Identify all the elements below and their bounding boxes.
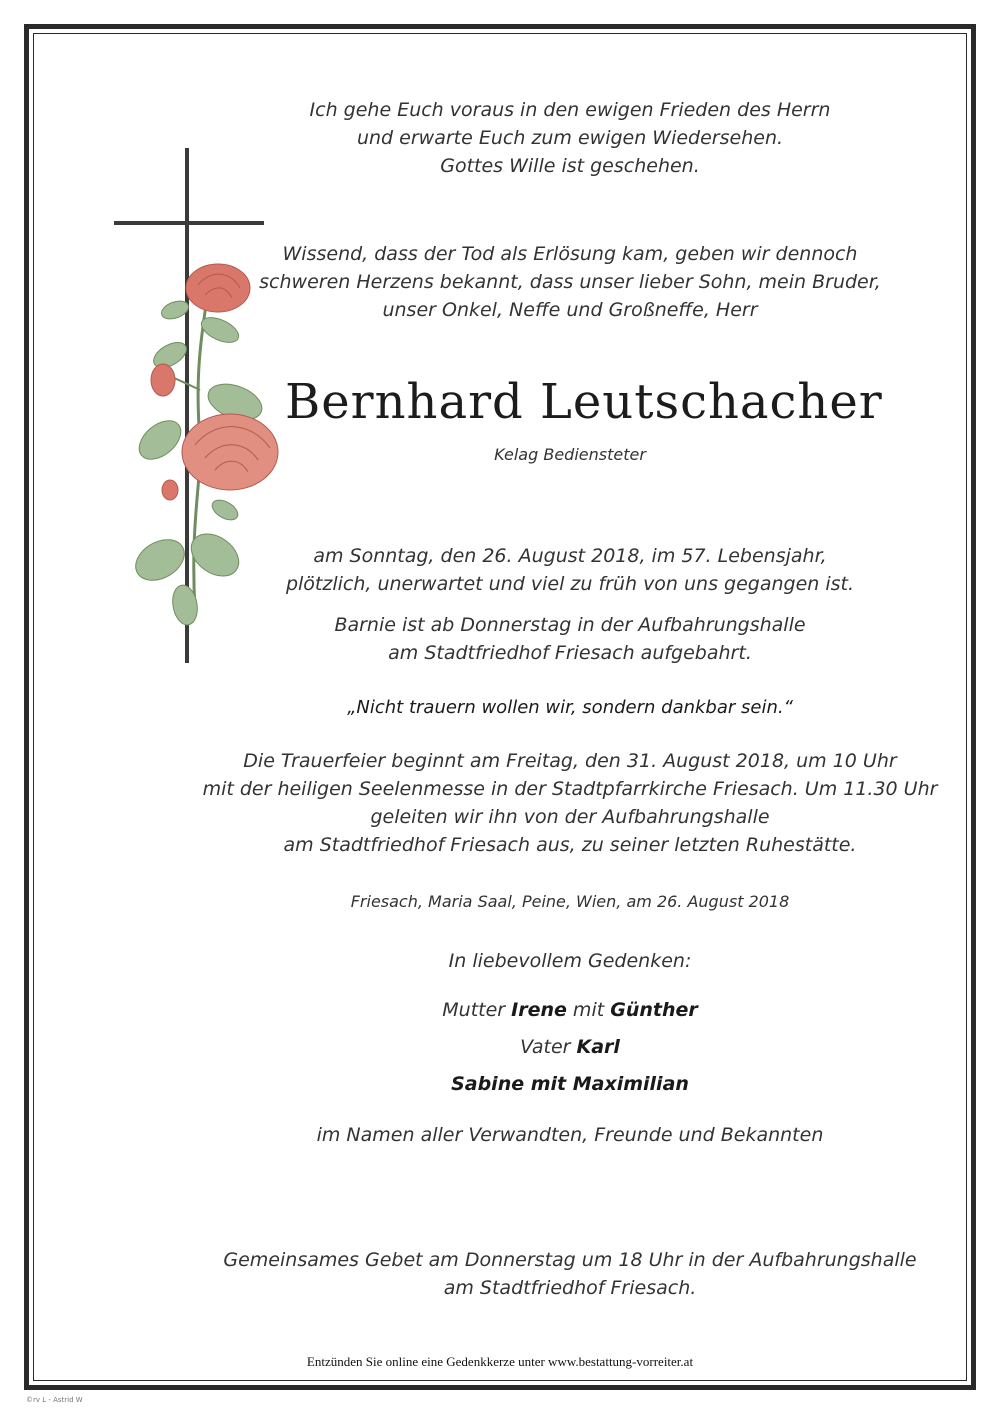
mourner-line: [180, 1033, 960, 1061]
on-behalf: im Namen aller Verwandten, Freunde und Bekannten: [316, 1124, 824, 1146]
verse-line: und erwarte Euch zum ewigen Wiedersehen.: [356, 127, 784, 149]
mourner-line: [180, 996, 960, 1024]
death-notice: [180, 542, 960, 598]
funeral-line: geleiten wir ihn von der Aufbahrungshalle: [370, 806, 770, 828]
verse-line: Gottes Wille ist geschehen.: [440, 155, 700, 177]
funeral-line: Die Trauerfeier beginnt am Freitag, den 31. August 2018, um 10 Uhr: [243, 750, 897, 772]
intro-line: schweren Herzens bekannt, dass unser lieber Sohn, mein Bruder,: [259, 271, 881, 293]
laying-out-notice: [180, 611, 960, 667]
prayer-notice: [180, 1246, 960, 1302]
remembrance-heading: In liebevollem Gedenken:: [448, 950, 692, 972]
footer-note: Entzünden Sie online eine Gedenkkerze unter www.bestattung-vorreiter.at: [306, 1354, 694, 1369]
intro-line: unser Onkel, Neffe und Großneffe, Herr: [382, 299, 758, 321]
mourner-name: Irene: [511, 999, 567, 1021]
mourner-prefix: Mutter: [442, 999, 512, 1021]
death-notice-line: am Sonntag, den 26. August 2018, im 57. Lebensjahr,: [313, 545, 827, 567]
verse-line: Ich gehe Euch voraus in den ewigen Frieden des Herrn: [309, 99, 831, 121]
funeral-line: mit der heiligen Seelenmesse in der Stadtpfarrkirche Friesach. Um 11.30 Uhr: [202, 778, 938, 800]
funeral-line: am Stadtfriedhof Friesach aus, zu seiner letzten Ruhestätte.: [283, 834, 857, 856]
deceased-occupation: Kelag Bediensteter: [494, 445, 646, 464]
place-date: Friesach, Maria Saal, Peine, Wien, am 26. August 2018: [350, 892, 790, 911]
deceased-name: Bernhard Leutschacher: [285, 374, 883, 430]
funeral-details: [160, 747, 980, 859]
laying-out-line: am Stadtfriedhof Friesach aufgebahrt.: [388, 642, 752, 664]
mourner-connector: mit: [566, 999, 611, 1021]
laying-out-line: Barnie ist ab Donnerstag in der Aufbahrungshalle: [334, 614, 806, 636]
intro-text: [180, 240, 960, 324]
quote: „Nicht trauern wollen wir, sondern dankbar sein.“: [347, 697, 793, 718]
print-code: ©rv L - Astrid W: [26, 1396, 83, 1404]
opening-verse: [180, 96, 960, 180]
mourner-line: Sabine mit Maximilian: [451, 1073, 689, 1095]
mourner-prefix: Vater: [520, 1036, 577, 1058]
mourner-name: Karl: [576, 1036, 620, 1058]
prayer-line: am Stadtfriedhof Friesach.: [443, 1277, 697, 1299]
intro-line: Wissend, dass der Tod als Erlösung kam, geben wir dennoch: [282, 243, 858, 265]
prayer-line: Gemeinsames Gebet am Donnerstag um 18 Uhr in der Aufbahrungshalle: [223, 1249, 917, 1271]
death-notice-line: plötzlich, unerwartet und viel zu früh von uns gegangen ist.: [285, 573, 855, 595]
mourner-name: Günther: [610, 999, 698, 1021]
